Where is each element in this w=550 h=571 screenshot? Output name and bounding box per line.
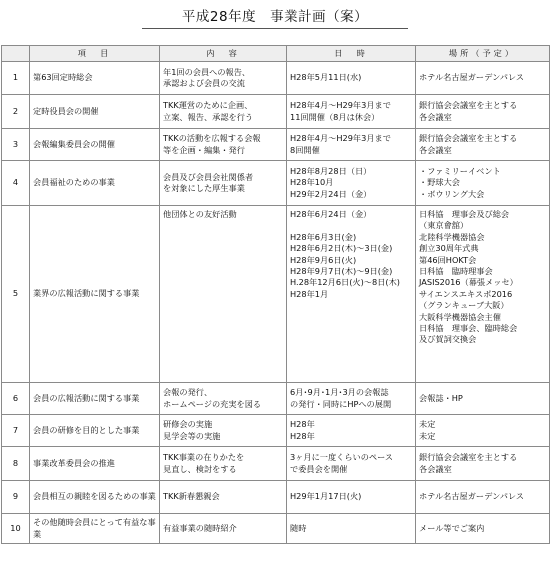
row-date	[287, 514, 416, 544]
row-content-line: 立案、報告、承認を行う	[163, 111, 254, 122]
row-content	[160, 383, 287, 415]
header-item: 項 目	[30, 46, 160, 62]
row-number: 2	[2, 95, 30, 129]
row-place-line: 各会議室	[419, 111, 452, 122]
row-content-line: 見直し、検討をする	[163, 463, 237, 474]
table-row	[2, 383, 550, 415]
plan-table	[1, 45, 550, 544]
row-place	[416, 206, 550, 383]
row-item: 会員相互の親睦を図るための事業	[30, 481, 160, 514]
row-date-line: H28年6月24日（金）	[290, 209, 372, 219]
row-content-line: TKK事業の在りかたを	[163, 452, 245, 463]
row-content	[160, 129, 287, 161]
row-number: 5	[2, 206, 30, 383]
row-place-line: 未定	[419, 419, 436, 430]
row-place-line: 日科協 臨時理事会	[419, 266, 493, 277]
row-number: 6	[2, 383, 30, 415]
row-date	[287, 415, 416, 447]
row-content-line: 等を企画・編集・発行	[163, 144, 245, 155]
row-date-line: H28年9月6日(火)	[290, 254, 357, 265]
row-place-line: ホテル名古屋ガーデンパレス	[419, 491, 525, 502]
row-date-line: H28年10月	[290, 177, 334, 188]
row-content-line: 見学会等の実施	[163, 430, 221, 441]
row-item: その他随時会員にとって有益な事業	[30, 514, 160, 544]
row-date-line: H28年6月2日(木)～3日(金)	[290, 243, 393, 254]
row-number: 4	[2, 161, 30, 206]
row-date-line: H28年1月	[290, 288, 329, 299]
row-place-line: ・野球大会	[419, 177, 460, 188]
row-content	[160, 62, 287, 95]
row-date	[287, 62, 416, 95]
row-place-line: ホテル名古屋ガーデンパレス	[419, 72, 525, 83]
row-place-line: 未定	[419, 430, 436, 441]
header-no	[2, 46, 30, 62]
row-date-line: 随時	[290, 522, 307, 533]
row-content	[160, 161, 287, 206]
row-date-line: の発行・同時にHPへの展開	[290, 398, 392, 409]
row-place-line: 及び賀詞交換会	[419, 334, 477, 345]
header-place: 場所（予定）	[416, 46, 550, 62]
row-place-line: 銀行協会会議室を主とする	[419, 100, 518, 111]
row-date-line: 3ヶ月に一度くらいのペース	[290, 452, 394, 463]
row-place-line: 各会議室	[419, 463, 452, 474]
table-row	[2, 95, 550, 129]
row-place	[416, 129, 550, 161]
table-row	[2, 481, 550, 514]
row-date-line: H28年5月11日(水)	[290, 72, 362, 83]
row-content-line: 会員及び会員会社関係者	[163, 171, 254, 182]
table-row	[2, 514, 550, 544]
row-place	[416, 383, 550, 415]
row-place-line: ・ボウリング大会	[419, 188, 485, 199]
row-content	[160, 415, 287, 447]
row-date	[287, 481, 416, 514]
table-row	[2, 62, 550, 95]
row-item: 業界の広報活動に関する事業	[30, 206, 160, 383]
row-item: 会報編集委員会の開催	[30, 129, 160, 161]
row-date-line: H28年4月～H29年3月まで	[290, 133, 391, 144]
row-date-line: H28年8月28日（日）	[290, 165, 372, 176]
row-item: 事業改革委員会の推進	[30, 447, 160, 481]
row-content-line: TKK新春懇親会	[163, 491, 220, 502]
row-place	[416, 447, 550, 481]
row-place-line: （グランキューブ大阪）	[419, 300, 509, 311]
row-date-line: 8回開催	[290, 144, 320, 155]
row-content-line: 会報の発行、	[163, 387, 213, 398]
row-content	[160, 514, 287, 544]
row-date-line: 11回開催（8月は休会）	[290, 111, 380, 122]
table-header-row	[2, 46, 550, 62]
row-place-line: JASIS2016（幕張メッセ）	[419, 277, 518, 288]
row-place	[416, 514, 550, 544]
row-number: 1	[2, 62, 30, 95]
row-date	[287, 95, 416, 129]
row-item: 定時役員会の開催	[30, 95, 160, 129]
row-date-line	[290, 220, 415, 231]
row-place-line: サイエンスエキスポ2016	[419, 288, 513, 299]
row-place-line: 会報誌・HP	[419, 392, 463, 403]
row-date	[287, 383, 416, 415]
row-date-line: H28年	[290, 419, 315, 430]
row-date	[287, 206, 416, 383]
row-date-line: H29年2月24日（金）	[290, 188, 372, 199]
row-content-line: TKK運営のために企画、	[163, 100, 253, 111]
row-date-line: H.28年12月6日(火)～8日(木)	[290, 277, 400, 288]
row-content	[160, 95, 287, 129]
row-place	[416, 415, 550, 447]
row-place-line: 日科協 理事会、臨時総会	[419, 323, 518, 334]
row-place-line: 各会議室	[419, 144, 452, 155]
row-date-line: H28年	[290, 430, 315, 441]
row-date-line: H28年9月7日(木)～9日(金)	[290, 266, 393, 277]
row-place-line: メール等でご案内	[419, 522, 485, 533]
table-row	[2, 415, 550, 447]
row-place	[416, 62, 550, 95]
row-number: 8	[2, 447, 30, 481]
row-item: 会員の広報活動に関する事業	[30, 383, 160, 415]
row-content-line: ホームページの充実を図る	[163, 398, 262, 409]
row-date-line: で委員会を開催	[290, 463, 348, 474]
row-item: 会員の研修を目的とした事業	[30, 415, 160, 447]
table-row	[2, 447, 550, 481]
row-date	[287, 447, 416, 481]
row-date	[287, 129, 416, 161]
row-content	[160, 447, 287, 481]
row-content-line: を対象にした厚生事業	[163, 183, 245, 193]
document-title: 平成28年度 事業計画（案）	[181, 9, 369, 25]
row-place	[416, 95, 550, 129]
row-place-line: （東京會舘）	[419, 220, 469, 231]
table-row	[2, 129, 550, 161]
plan-table-body	[2, 62, 550, 544]
row-item: 会員福祉のための事業	[30, 161, 160, 206]
row-content-line: 他団体との友好活動	[163, 209, 237, 219]
row-date-line: H28年6月3日(金)	[290, 231, 357, 242]
row-content-line: 承認および会員の交流	[163, 78, 245, 88]
header-content: 内 容	[160, 46, 287, 62]
table-row	[2, 206, 550, 383]
row-place-line: 銀行協会会議室を主とする	[419, 452, 518, 463]
row-place-line: 創立30周年式典	[419, 243, 479, 254]
table-row	[2, 161, 550, 206]
row-number: 7	[2, 415, 30, 447]
title-underline	[142, 28, 408, 29]
row-content-line: 年1回の会員への報告、	[163, 66, 251, 77]
row-content	[160, 206, 287, 383]
row-place-line: 大阪科学機器協会主催	[419, 311, 501, 322]
row-place	[416, 161, 550, 206]
row-number: 10	[2, 514, 30, 544]
row-number: 3	[2, 129, 30, 161]
row-place-line: 日科協 理事会及び総会	[419, 209, 510, 219]
row-number: 9	[2, 481, 30, 514]
row-item: 第63回定時総会	[30, 62, 160, 95]
row-content	[160, 481, 287, 514]
row-place-line: 北陸科学機器協会	[419, 231, 485, 242]
row-content-line: TKKの活動を広報する会報	[163, 133, 261, 144]
row-date-line: H29年1月17日(火)	[290, 491, 362, 502]
row-content-line: 有益事業の随時紹介	[163, 522, 237, 533]
row-place-line: 銀行協会会議室を主とする	[419, 133, 518, 144]
row-place	[416, 481, 550, 514]
row-date-line: 6月･9月･1月･3月の会報誌	[290, 387, 389, 398]
row-place-line: 第46回HOKT会	[419, 254, 477, 265]
header-date: 日 時	[287, 46, 416, 62]
row-place-line: ・ファミリーイベント	[419, 165, 501, 176]
row-content-line: 研修会の実施	[163, 419, 213, 430]
row-date-line: H28年4月～H29年3月まで	[290, 100, 391, 111]
row-date	[287, 161, 416, 206]
